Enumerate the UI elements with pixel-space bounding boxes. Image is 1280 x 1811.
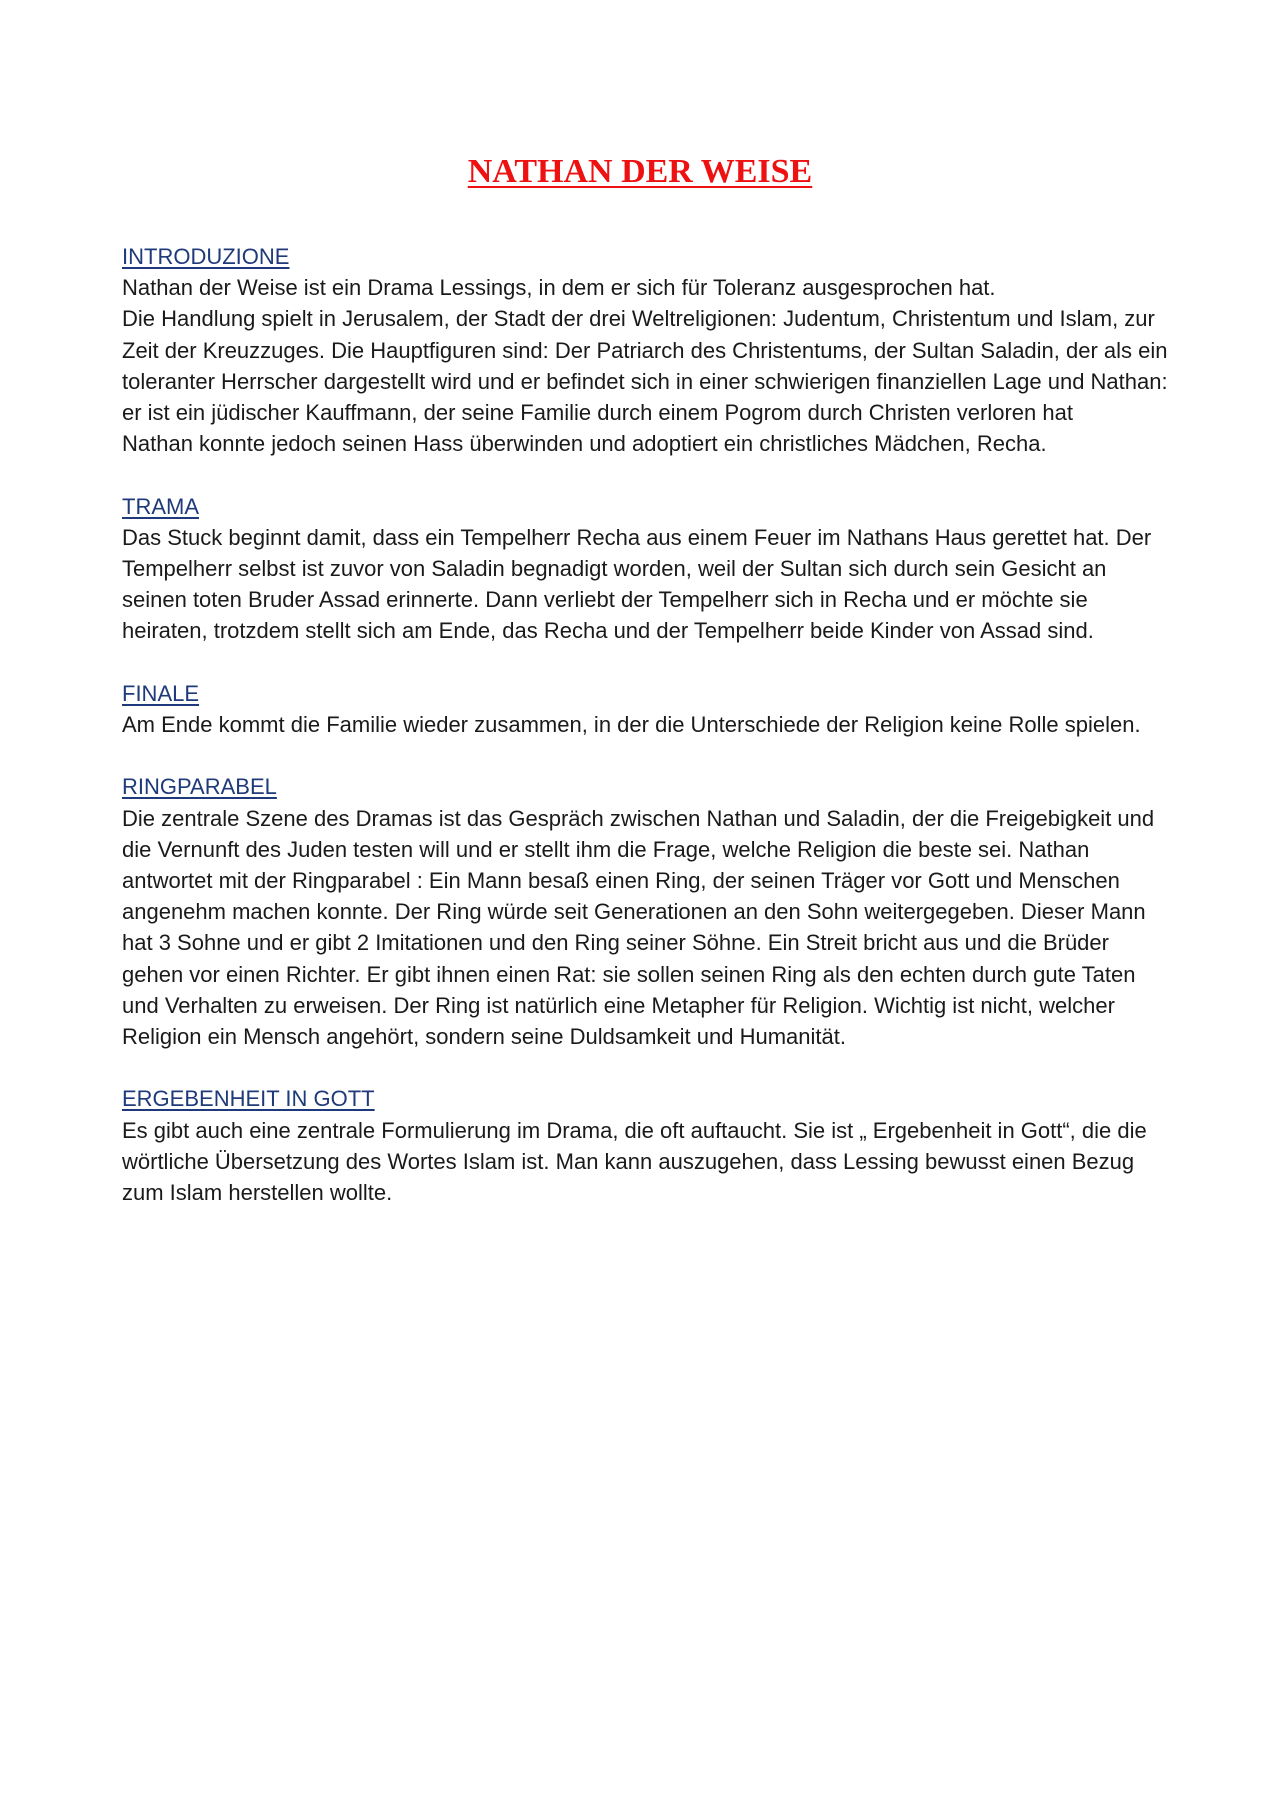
section-paragraph: Am Ende kommt die Familie wieder zusammen, in der die Unterschiede der Religion keine Rolle spielen. bbox=[122, 712, 1141, 738]
section-paragraph: Die zentrale Szene des Dramas ist das Gespräch zwischen Nathan und Saladin, der die Freigebigkeit und die Vernunft des Juden testen will und er stellt ihm die Frage, welche Religion die beste sei. Nathan antwortet mit der Ringparabel : Ein Mann besaß einen Ring, der seinen Träger vor Gott und Menschen angenehm machen konnte. Der Ring würde seit Generationen an den Sohn weitergegeben. Dieser Mann hat 3 Sohne und er gibt 2 Imitationen und den Ring seiner Söhne. Ein Streit bricht aus und die Brüder gehen vor einen Richter. Er gibt ihnen einen Rat: sie sollen seinen Ring als den echten durch gute Taten und Verhalten zu erweisen. Der Ring ist natürlich eine Metapher für Religion. Wichtig ist nicht, welcher Religion ein Mensch angehört, sondern seine Duldsamkeit und Humanität. bbox=[122, 805, 1155, 1050]
section-paragraph: Nathan konnte jedoch seinen Hass überwinden und adoptiert ein christliches Mädchen, Recha. bbox=[122, 431, 1047, 457]
section-introduzione bbox=[122, 241, 1172, 459]
section-heading-ergebenheit-in-gott: ERGEBENHEIT IN GOTT bbox=[122, 1086, 375, 1112]
section-paragraph: Nathan der Weise ist ein Drama Lessings, in dem er sich für Toleranz ausgesprochen hat. bbox=[122, 275, 996, 301]
section-paragraph: Die Handlung spielt in Jerusalem, der Stadt der drei Weltreligionen: Judentum, Christentum und Islam, zur Zeit der Kreuzzuges. Die Hauptfiguren sind: Der Patriarch des Christentums, der Sultan Saladin, der als ein toleranter Herrscher dargestellt wird und er befindet sich in einer schwierigen finanziellen Lage und Nathan: er ist ein jüdischer Kauffmann, der seine Familie durch einem Pogrom durch Christen verloren hat bbox=[122, 306, 1168, 426]
section-ringparabel bbox=[122, 771, 1172, 1052]
document-body bbox=[122, 241, 1172, 1239]
section-heading-trama: TRAMA bbox=[122, 493, 199, 519]
section-heading-introduzione: INTRODUZIONE bbox=[122, 244, 290, 269]
section-paragraph: Es gibt auch eine zentrale Formulierung im Drama, die oft auftaucht. Sie ist „ Ergebenheit in Gott“, die die wörtliche Übersetzung des Wortes Islam ist. Man kann auszugehen, dass Lessing bewusst einen Bezug zum Islam herstellen wollte. bbox=[122, 1117, 1147, 1206]
section-trama bbox=[122, 491, 1172, 647]
section-heading-ringparabel: RINGPARABEL bbox=[122, 774, 277, 800]
page-title: NATHAN DER WEISE bbox=[467, 153, 813, 190]
section-ergebenheit-in-gott bbox=[122, 1083, 1172, 1208]
section-finale bbox=[122, 678, 1172, 740]
section-paragraph: Das Stuck beginnt damit, dass ein Tempelherr Recha aus einem Feuer im Nathans Haus gerettet hat. Der Tempelherr selbst ist zuvor von Saladin begnadigt worden, weil der Sultan sich durch sein Gesicht an seinen toten Bruder Assad erinnerte. Dann verliebt der Tempelherr sich in Recha und er möchte sie heiraten, trotzdem stellt sich am Ende, das Recha und der Tempelherr beide Kinder von Assad sind. bbox=[122, 524, 1152, 644]
section-heading-finale: FINALE bbox=[122, 680, 200, 706]
